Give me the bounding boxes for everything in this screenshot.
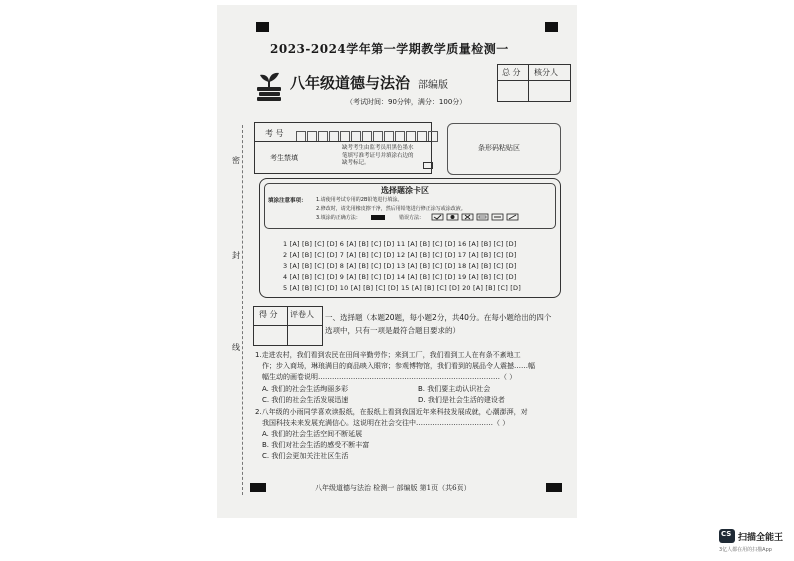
question-1-option-a[interactable]: A. 我们的社会生活绚丽多彩 <box>262 385 349 393</box>
books-icon <box>254 68 284 102</box>
registration-mark-top-left <box>256 22 269 32</box>
score-label: 得 分 <box>259 310 278 319</box>
total-score-box <box>497 64 571 102</box>
question-2-option-c[interactable]: C. 我们会更加关注社区生活 <box>262 452 349 460</box>
subject-title: 八年级道德与法治 <box>290 74 411 92</box>
answer-note-2: 2.修改时，请先用橡皮擦干净，然后用铅笔进行修正涂写或涂改液。 <box>316 206 466 212</box>
exam-title: 2023-2024学年第一学期教学质量检测一 <box>270 42 509 56</box>
registration-mark-bottom-left <box>250 483 266 492</box>
question-1-option-c[interactable]: C. 我们的社会生活发展迅速 <box>262 396 349 404</box>
notice-text <box>342 145 414 168</box>
question-1-line-2: 作；步入商场，琳琅满目的商品映入眼帘；参观博物馆，我们看到的展品令人震撼……幅 <box>262 362 535 370</box>
notice-line-1: 缺考考生由监考员用黑色墨水 <box>342 145 414 151</box>
question-2-option-a[interactable]: A. 我们的社会生活空间不断延展 <box>262 430 363 438</box>
checker-label: 核分人 <box>534 68 558 77</box>
barcode-label: 条形码粘贴区 <box>478 144 520 152</box>
answer-card-title: 选择题涂卡区 <box>381 186 429 195</box>
notice-line-3: 缺考标记。 <box>342 160 370 166</box>
answer-note-1: 1.请使用考试专用的2B铅笔进行填涂。 <box>316 197 403 203</box>
question-1-option-d[interactable]: D. 我们是社会生活的建设者 <box>418 396 505 404</box>
exam-info: （考试时间：90分钟，满分：100分） <box>346 98 467 106</box>
total-score-label: 总 分 <box>502 68 521 77</box>
answer-row-4[interactable]: 4 [A] [B] [C] [D] 9 [A] [B] [C] [D] 14 [A] [B] [C] [D] 19 [A] [B] [C] [D] <box>283 273 517 281</box>
section-heading-2: 选项中，只有一项是最符合题目要求的） <box>325 326 460 335</box>
notice-label: 考生禁填 <box>270 154 298 162</box>
answer-row-1[interactable]: 1 [A] [B] [C] [D] 6 [A] [B] [C] [D] 11 [A] [B] [C] [D] 16 [A] [B] [C] [D] <box>283 240 517 248</box>
answer-row-5[interactable]: 5 [A] [B] [C] [D] 10 [A] [B] [C] [D] 15 [A] [B] [C] [D] 20 [A] [B] [C] [D] <box>283 284 521 292</box>
answer-notes-label: 填涂注意事项： <box>268 198 307 204</box>
binding-label-seal: 密 <box>232 156 240 165</box>
question-2-line-1: 2.八年级的小雨同学喜欢读报纸，在报纸上看到我国近年来科技发展成就，心潮澎湃，对 <box>255 408 528 416</box>
section-heading: 一、选择题（本题20题，每小题2分，共40分。在每小题给出的四个 <box>325 313 552 322</box>
notice-line-2: 笔填写准考证号并填涂右边的 <box>342 152 414 159</box>
exam-id-label: 考 号 <box>265 129 284 138</box>
question-1-line-1: 1.走进农村，我们看到农民在田间辛勤劳作；来到工厂，我们看到工人在有条不紊地工 <box>255 351 521 359</box>
answer-note-3: 3.填涂的正确方法： <box>316 215 361 221</box>
grader-label: 评卷人 <box>290 310 314 319</box>
binding-label-seal2: 封 <box>232 251 240 260</box>
answer-row-3[interactable]: 3 [A] [B] [C] [D] 8 [A] [B] [C] [D] 13 [A] [B] [C] [D] 18 [A] [B] [C] [D] <box>283 262 517 270</box>
registration-mark-bottom-right <box>546 483 562 492</box>
question-2-line-2: 我国科技未来发展充满信心。这说明在社会交往中……………………………（ ） <box>262 419 510 427</box>
wrong-method-label: 错误方法： <box>399 215 425 221</box>
scanner-logo-icon: CS <box>719 529 735 543</box>
edition-label: 部编版 <box>418 80 448 91</box>
question-2-option-b[interactable]: B. 我们对社会生活的感受不断丰富 <box>262 441 370 449</box>
binding-label-line: 线 <box>232 343 240 352</box>
registration-mark-top-right <box>545 22 558 32</box>
wrong-fill-samples-icon <box>431 213 525 221</box>
binding-line <box>242 125 244 495</box>
watermark-app-name: 扫描全能王 <box>738 533 784 543</box>
question-1-option-b[interactable]: B. 我们要主动认识社会 <box>418 385 491 393</box>
exam-id-cells[interactable] <box>296 127 439 146</box>
watermark-tagline: 3亿人都在用的扫描App <box>719 547 772 553</box>
question-1-line-3: 幅生动的画卷说明……………………………………………………………………（ ） <box>262 373 517 381</box>
answer-row-2[interactable]: 2 [A] [B] [C] [D] 7 [A] [B] [C] [D] 12 [A] [B] [C] [D] 17 [A] [B] [C] [D] <box>283 251 517 259</box>
absent-mark-box[interactable] <box>423 162 433 169</box>
correct-fill-sample <box>371 215 385 220</box>
page-footer: 八年级道德与法治 检测一 部编版 第1页（共6页） <box>315 484 471 492</box>
